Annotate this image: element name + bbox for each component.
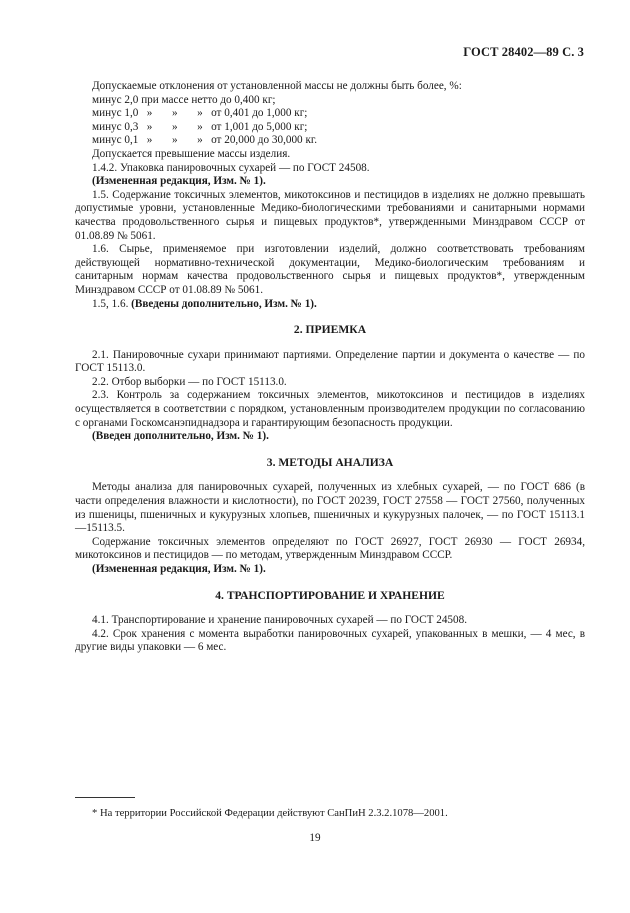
clause-4-2: 4.2. Срок хранения с момента выработки панировочных сухарей, упакованных в мешки, — 4 мес, в другие виды упаковки — 6 мес.: [75, 627, 585, 654]
tolerance-line: минус 1,0 » » » от 0,401 до 1,000 кг;: [92, 107, 308, 120]
methods-paragraph: Методы анализа для панировочных сухарей, полученных из хлебных сухарей, — по ГОСТ 686 (в части определения влажности и кислотности), по ГОСТ 20239, ГОСТ 27558 — ГОСТ 27560, полученных из пшеницы, пшеничных и кукурузных хлопьев, пшеничных и кукурузных палочек, — по ГОСТ 15113.1—15113.5.: [75, 481, 585, 535]
amendment-note: (Измененная редакция, Изм. № 1).: [92, 563, 266, 575]
document-body: [75, 80, 585, 655]
amendment-note: (Введен дополнительно, Изм. № 1).: [92, 430, 269, 443]
footnote-divider: [75, 797, 135, 798]
tolerance-line: минус 0,1 » » » от 20,000 до 30,000 кг.: [92, 134, 318, 147]
section-heading-methods: 3. МЕТОДЫ АНАЛИЗА: [266, 455, 394, 469]
clause-2-3: 2.3. Контроль за содержанием токсичных элементов, микотоксинов и пестицидов в изделиях осуществляется в соответствии с порядком, установленным производителем продукции по согласованию с органами Госкомсанэпиднадзора и гарантирующим безопасность продукции.: [75, 389, 585, 429]
clause-1-4-2: 1.4.2. Упаковка панировочных сухарей — по ГОСТ 24508.: [92, 161, 370, 174]
tolerance-line: минус 2,0 при массе нетто до 0,400 кг;: [92, 93, 276, 106]
tolerance-line: минус 0,3 » » » от 1,001 до 5,000 кг;: [92, 120, 308, 133]
clause-2-1: 2.1. Панировочные сухари принимают партиями. Определение партии и документа о качестве — по ГОСТ 15113.0.: [75, 348, 585, 375]
clause-1-5: 1.5. Содержание токсичных элементов, микотоксинов и пестицидов в изделиях не должно превышать допустимые уровни, установленные Медико-биологическими требованиями и санитарными нормами качества продовольственного сырья и пищевых продуктов*, утвержденными Минздравом СССР от 01.08.89 № 5061.: [75, 188, 585, 242]
tolerance-excess: Допускается превышение массы изделия.: [92, 147, 291, 160]
amendment-note: (Измененная редакция, Изм. № 1).: [92, 175, 266, 188]
footnote: * На территории Российской Федерации действуют СанПиН 2.3.2.1078—2001.: [92, 808, 448, 819]
clause-4-1: 4.1. Транспортирование и хранение панировочных сухарей — по ГОСТ 24508.: [92, 614, 467, 627]
section-heading-acceptance: 2. ПРИЕМКА: [293, 323, 367, 337]
introduced-note-prefix: 1.5, 1.6.: [92, 297, 132, 310]
clause-2-2: 2.2. Отбор выборки — по ГОСТ 15113.0.: [92, 375, 287, 388]
introduced-note: [75, 298, 585, 312]
section-heading-transport: 4. ТРАНСПОРТИРОВАНИЕ И ХРАНЕНИЕ: [215, 588, 445, 602]
tolerance-intro: Допускаемые отклонения от установленной массы не должны быть более, %:: [92, 80, 462, 92]
clause-1-6: 1.6. Сырье, применяемое при изготовлении изделий, должно соответствовать требованиям действующей нормативно-технической документации, Медико-биологическим требованиям и санитарным нормам качества продовольственного сырья и пищевых продуктов*, утвержденным Минздравом СССР от 01.08.89 № 5061.: [75, 243, 585, 296]
toxic-elements-paragraph: Содержание токсичных элементов определяют по ГОСТ 26927, ГОСТ 26930 — ГОСТ 26934, микотоксинов и пестицидов — по методам, утвержденным Минздравом СССР.: [75, 535, 585, 562]
page-header: ГОСТ 28402—89 С. 3: [463, 45, 584, 59]
page-number: 19: [309, 832, 321, 844]
introduced-note-bold: (Введены дополнительно, Изм. № 1).: [131, 297, 317, 310]
